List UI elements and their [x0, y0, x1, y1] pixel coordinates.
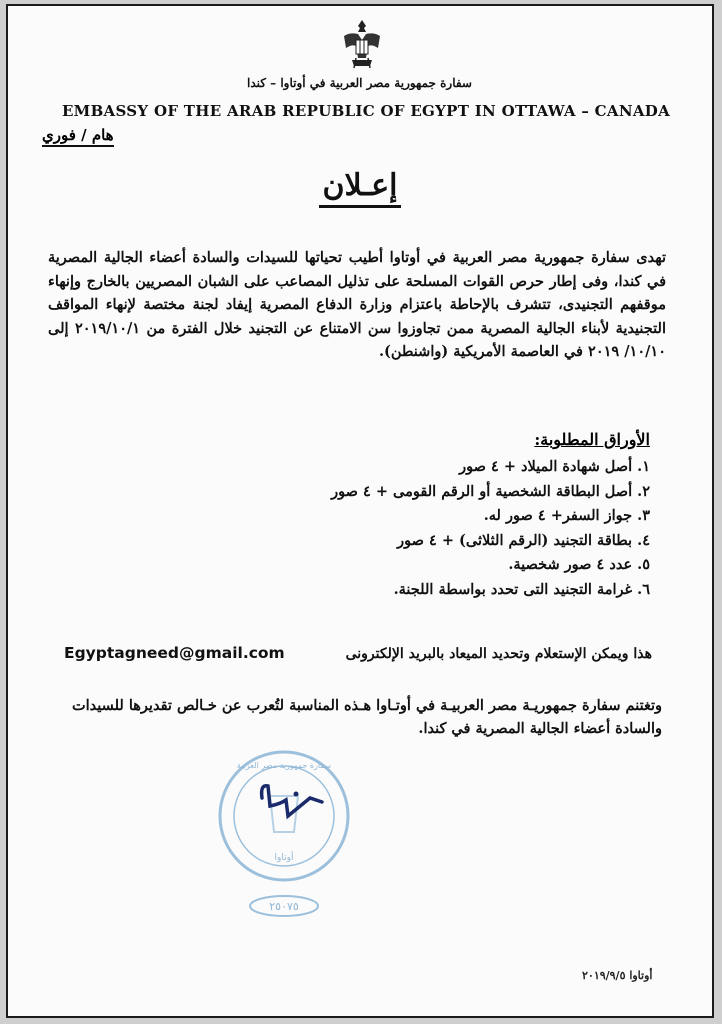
seal-city-text: أوتاوا — [274, 853, 294, 863]
list-item: ١. أصل شهادة الميلاد + ٤ صور — [459, 458, 650, 475]
list-item: ٤. بطاقة التجنيد (الرقم الثلاثى) + ٤ صور — [397, 531, 650, 549]
announcement-title-text: إعـلان — [319, 168, 402, 208]
urgent-label: هام / فوري — [42, 126, 114, 147]
closing-paragraph: وتغتنم سفارة جمهوريـة مصر العربيـة في أوتـاوا هـذه المناسبة لتُعرب عن خـالص تقديرها للسيدات والسادة أعضاء الجالية المصرية في كندا. — [71, 697, 662, 737]
announcement-document — [6, 4, 714, 1018]
list-item: ٢. أصل البطاقة الشخصية أو الرقم القومى + ٤ صور — [331, 482, 650, 500]
inquiry-line — [64, 644, 652, 662]
embassy-seal-stamp — [204, 736, 364, 926]
eagle-emblem-icon — [340, 18, 384, 74]
contact-email-link[interactable]: Egyptagneed@gmail.com — [64, 644, 285, 662]
seal-top-text: سفارة جمهورية مصر العربية — [236, 761, 332, 770]
list-item: ٣. جواز السفر+ ٤ صور له. — [483, 507, 650, 524]
issue-date: أوتاوا ٢٠١٩/٩/٥ — [582, 969, 653, 982]
embassy-name-arabic: سفارة جمهورية مصر العربية في أوتاوا – كندا — [247, 76, 472, 90]
required-docs-heading: الأوراق المطلوبة: — [534, 430, 650, 449]
seal-number-text: ٢٥٠٧٥ — [269, 900, 299, 913]
announcement-title — [8, 168, 712, 208]
inquiry-text: هذا ويمكن الإستعلام وتحديد الميعاد بالبريد الإلكترونى — [345, 646, 652, 662]
required-docs-list — [90, 455, 650, 602]
list-item: ٦. غرامة التجنيد التى تحدد بواسطة اللجنة. — [393, 580, 650, 598]
list-item: ٥. عدد ٤ صور شخصية. — [508, 556, 650, 573]
embassy-name-english: EMBASSY OF THE ARAB REPUBLIC OF EGYPT IN OTTAWA – CANADA — [61, 102, 671, 120]
body-paragraph: تهدى سفارة جمهورية مصر العربية في أوتاوا أطيب تحياتها للسيدات والسادة أعضاء الجالية المصرية في كندا، وفى إطار حرص القوات المسلحة على تذليل المصاعب على الشبان المصريين بالخارج وإنهاء موقفهم التجنيدى، تتشرف بالإحاطة باعتزام وزارة الدفاع المصرية إيفاد لجنة مختصة لإنهاء المواقف التجنيدية لأبناء الجالية المصرية ممن تجاوزوا سن الامتناع عن التجنيد خلال الفترة من ٢٠١٩/١٠/١ إلى ١٠/١٠/ ٢٠١٩ في العاصمة الأمريكية (واشنطن). — [48, 249, 666, 360]
